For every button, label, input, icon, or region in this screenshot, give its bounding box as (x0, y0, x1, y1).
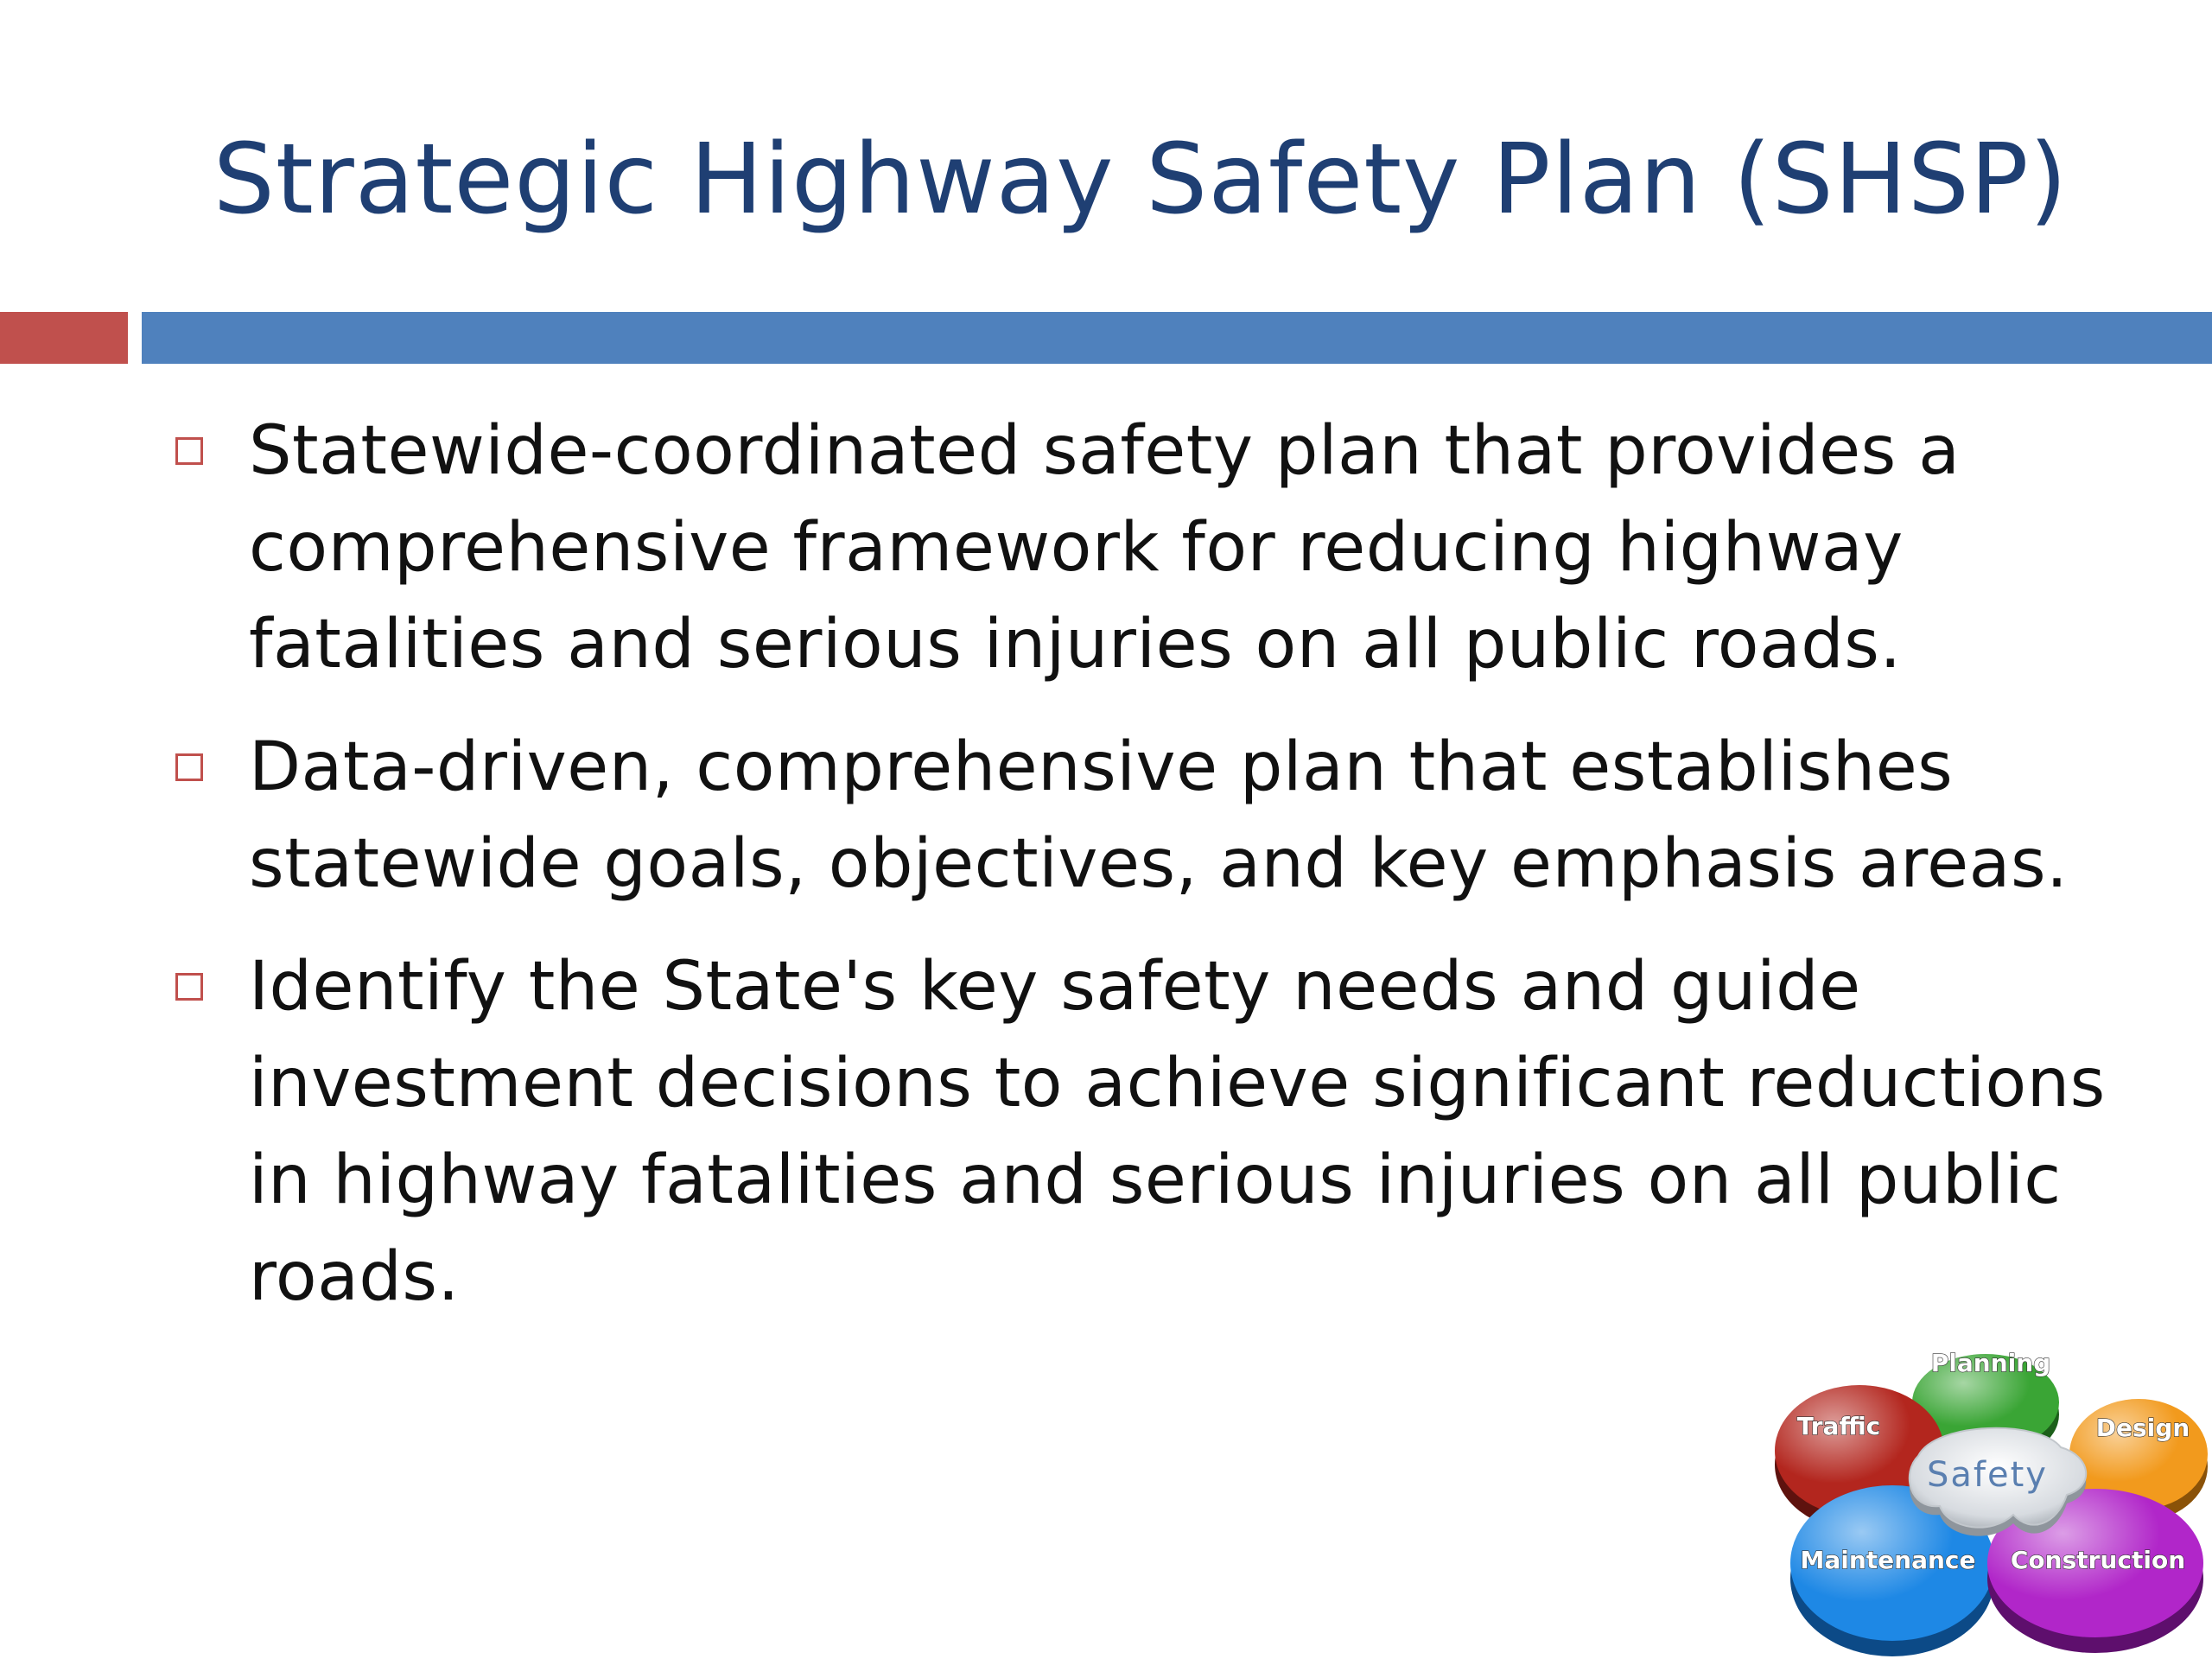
blue-divider-bar (142, 312, 2212, 364)
red-accent-bar (0, 312, 128, 364)
bullet-text: Identify the State's key safety needs and guide investment decisions to achieve significant reductions in highway fatalities and serious injuries on all public roads. (249, 948, 2106, 1316)
maintenance-label: Maintenance (1800, 1546, 1976, 1574)
square-bullet-icon (175, 437, 203, 465)
bullet-item (173, 403, 2117, 693)
safety-label: Safety (1927, 1455, 2048, 1495)
bullet-list (173, 403, 2117, 1351)
bullet-item (173, 938, 2117, 1325)
design-label: Design (2095, 1414, 2190, 1442)
bullet-item (173, 719, 2117, 912)
safety-puzzle-logo (1763, 1326, 2212, 1659)
planning-label: Planning (1930, 1349, 2051, 1377)
bullet-text: Data-driven, comprehensive plan that establishes statewide goals, objectives, and key emphasis areas. (249, 728, 2069, 903)
square-bullet-icon (175, 753, 203, 781)
square-bullet-icon (175, 973, 203, 1001)
slide-title: Strategic Highway Safety Plan (SHSP) (213, 124, 2069, 236)
construction-label: Construction (2010, 1546, 2186, 1574)
traffic-label: Traffic (1796, 1412, 1881, 1440)
bullet-text: Statewide-coordinated safety plan that provides a comprehensive framework for reducing highway fatalities and serious injuries on all public roads. (249, 412, 1961, 683)
